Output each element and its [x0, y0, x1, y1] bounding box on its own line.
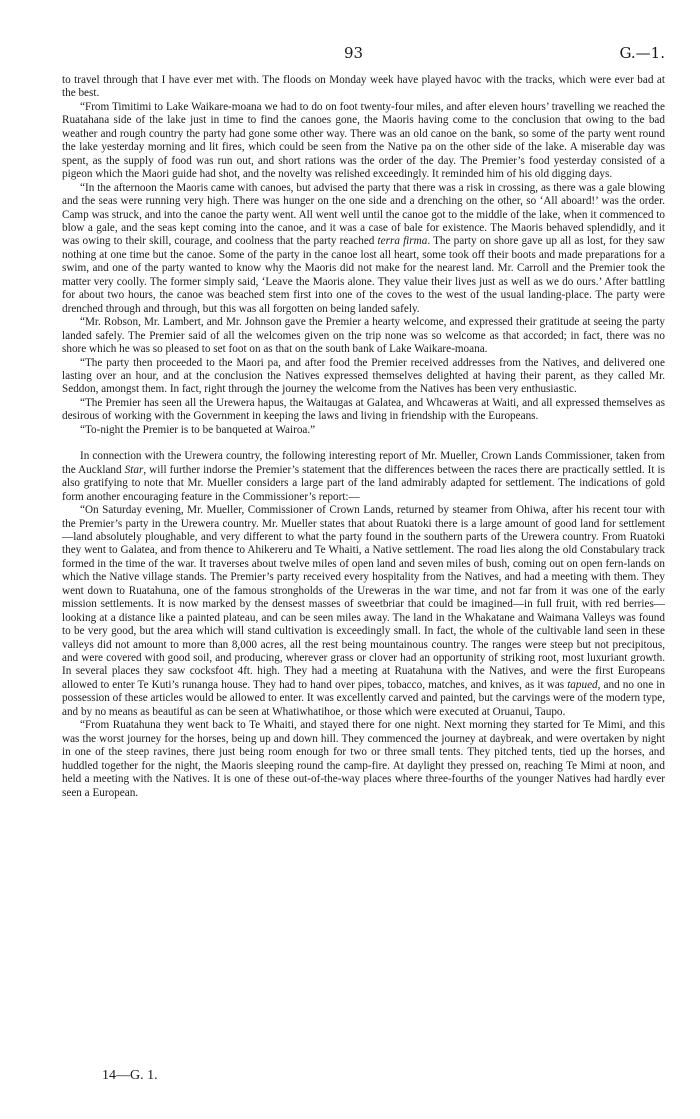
paragraph: [62, 504, 665, 719]
page-number: 93: [344, 44, 364, 62]
paragraph: “The Premier has seen all the Urewera hapus, the Waitaugas at Galatea, and Whcaweras at Waiti, and all expressed themselves as desirous of working with the Government in keeping the laws and living in friendship with the Europeans.: [62, 396, 665, 423]
italic-text: Star: [124, 463, 144, 476]
paragraph: to travel through that I have ever met with. The floods on Monday week have played havoc with the tracks, which were ever bad at the best.: [62, 74, 665, 100]
document-reference: G.—1.: [619, 44, 665, 62]
document-page: [62, 44, 665, 800]
paragraph: “From Timitimi to Lake Waikare-moana we had to do on foot twenty-four miles, and after eleven hours’ travelling we reached the Ruatahana side of the lake just in time to find the canoes gone, the Maoris having come to the conclusion that owing to the bad weather and rough country the party had gone some other way. There was an old canoe on the bank, so some of the party went round the lake yesterday morning and lit fires, which could be seen from the Native pa on the other side of the lake. A miserable day was spent, as the supply of food was run out, and short rations was the order of the day. The Premier’s food yesterday consisted of a pigeon which the Maori guide had shot, and the novelty was relished exceedingly. It reminded him of his old digging days.: [62, 100, 665, 181]
paragraph: “To-night the Premier is to be banqueted at Wairoa.”: [80, 423, 316, 436]
text-run: “In the afternoon the Maoris came with canoes, but advised the party that there was a risk in crossing, as there was a gale blowing and the seas were running very high. There was hunger on the one side and a drenching on the other, so ‘All aboard!’ was the order. Camp was struck, and into the canoe the party went. All went well until the canoe got to the middle of the lake, when it commenced to blow a gale, and the seas kept coming into the canoe, and it was a case of bale for existence. The Maoris behaved splendidly, and it was owing to their skill, courage, and coolness that the party reached: [62, 181, 665, 248]
text-run: “On Saturday evening, Mr. Mueller, Commissioner of Crown Lands, returned by steamer from Ohiwa, after his recent tour with the Premier’s party in the Urewera country. Mr. Mueller states that about Ruatoki there is a large amount of good land for settlement—land absolutely ploughable, and very different to what the party found in the southern parts of the Urewera country. From Ruatoki they went to Galatea, and from thence to Ahikereru and Te Whaiti, a Native settlement. The road lies along the old Constabulary track formed in the time of the war. It traverses about twelve miles of open land and seven miles of bush, coming out on open fern-lands on which the Native village stands. The Premier’s party received every hospitality from the Natives, and had a meeting with them. They went down to Ruatahuna, one of the famous strongholds of the Ureweras in the war time, and not far from it was one of the early mission settlements. It is now marked by the densest masses of sweetbriar that could be imagined—in full fruit, with red berries—looking at a distance like a painted plateau, and can be seen miles away. The land in the Whakatane and Waimana Valleys was found to be very good, but the area which will stand cultivation is exceedingly small. In fact, the whole of the cultivable land seen in these valleys did not amount to more than 8,000 acres, all the rest being mountainous country. The ranges were steep but not precipitous, and were covered with good soil, and producing, wherever grass or clover had an opportunity of striking root, most luxuriant growth. In several places they saw cocksfoot 4ft. high. They had a meeting at Ruatahuna with the Natives, and were the first Europeans allowed to enter Te Kuti’s runanga house. They had to hand over pipes, tobacco, matches, and knives, as it was: [62, 504, 665, 691]
paragraph: “Mr. Robson, Mr. Lambert, and Mr. Johnson gave the Premier a hearty welcome, and expressed their gratitude at seeing the party landed safely. The Premier said of all the welcomes given on the trip none was so welcome as that accorded; in fact, there was no shore which he was so pleased to set foot on as that on the south bank of Lake Waikare-moana.: [62, 316, 665, 356]
italic-text: terra firma: [377, 235, 428, 248]
page-signature: 14—G. 1.: [102, 1068, 158, 1083]
paragraph: [62, 450, 665, 504]
paragraph: “The party then proceeded to the Maori pa, and after food the Premier received addresses from the Natives, and delivered one lasting over an hour, and at the conclusion the Natives expressed themselves delighted at having their parent, as they called Mr. Seddon, amongst them. In fact, right through the journey the welcome from the Natives has been very enthusiastic.: [62, 356, 665, 396]
text-run: . The party on shore gave up all as lost, for they saw nothing at one time but the canoe. Some of the party in the canoe lost all heart, some took off their boots and made preparations for a swim, and one of the party wanted to know why the Maoris did not make for the nearest land. Mr. Carroll and the Premier took the matter very coolly. The former simply said, ‘Leave the Maoris alone. They value their lives just as well as we do ours.’ After battling for about two hours, the canoe was beached stem first into one of the coves to the west of the usual landing-place. The party were drenched through and through, but this was all forgotten on being landed safely.: [62, 235, 666, 315]
italic-text: tapued: [567, 678, 598, 691]
paragraph: “From Ruatahuna they went back to Te Whaiti, and stayed there for one night. Next morning they started for Te Mimi, and this was the worst journey for the horses, being up and down hill. They commenced the journey at daybreak, and were overtaken by night in one of the steep ravines, there just being room enough for two or three small tents. They pitched tents, tied up the horses, and huddled together for the night, the Maoris sleeping round the camp-fire. At daylight they pressed on, reaching Te Mimi at noon, and held a meeting with the Natives. It is one of these out-of-the-way places where three-fourths of the younger Natives had hardly ever seen a European.: [62, 719, 665, 799]
text-run: , and no one in possession of these articles would be allowed to enter. It was excellently carved and painted, but the carvings were of the modern type, and by no means as beautiful as can be seen at Whatiwhatihoe, or those which were executed at Oruanui, Taupo.: [62, 678, 665, 718]
body-text: [62, 74, 665, 800]
text-run: In connection with the Urewera country, the following interesting report of Mr. Mueller, Crown Lands Commissioner, taken from the Auckland: [62, 450, 665, 476]
text-run: , will further indorse the Premier’s statement that the differences between the races there are practically settled. It is also gratifying to note that Mr. Mueller considers a large part of the land admirably adapted for settlement. The indications of gold form another encouraging feature in the Commissioner’s report:—: [62, 463, 666, 503]
page-header: [62, 44, 665, 66]
paragraph: [62, 182, 665, 317]
